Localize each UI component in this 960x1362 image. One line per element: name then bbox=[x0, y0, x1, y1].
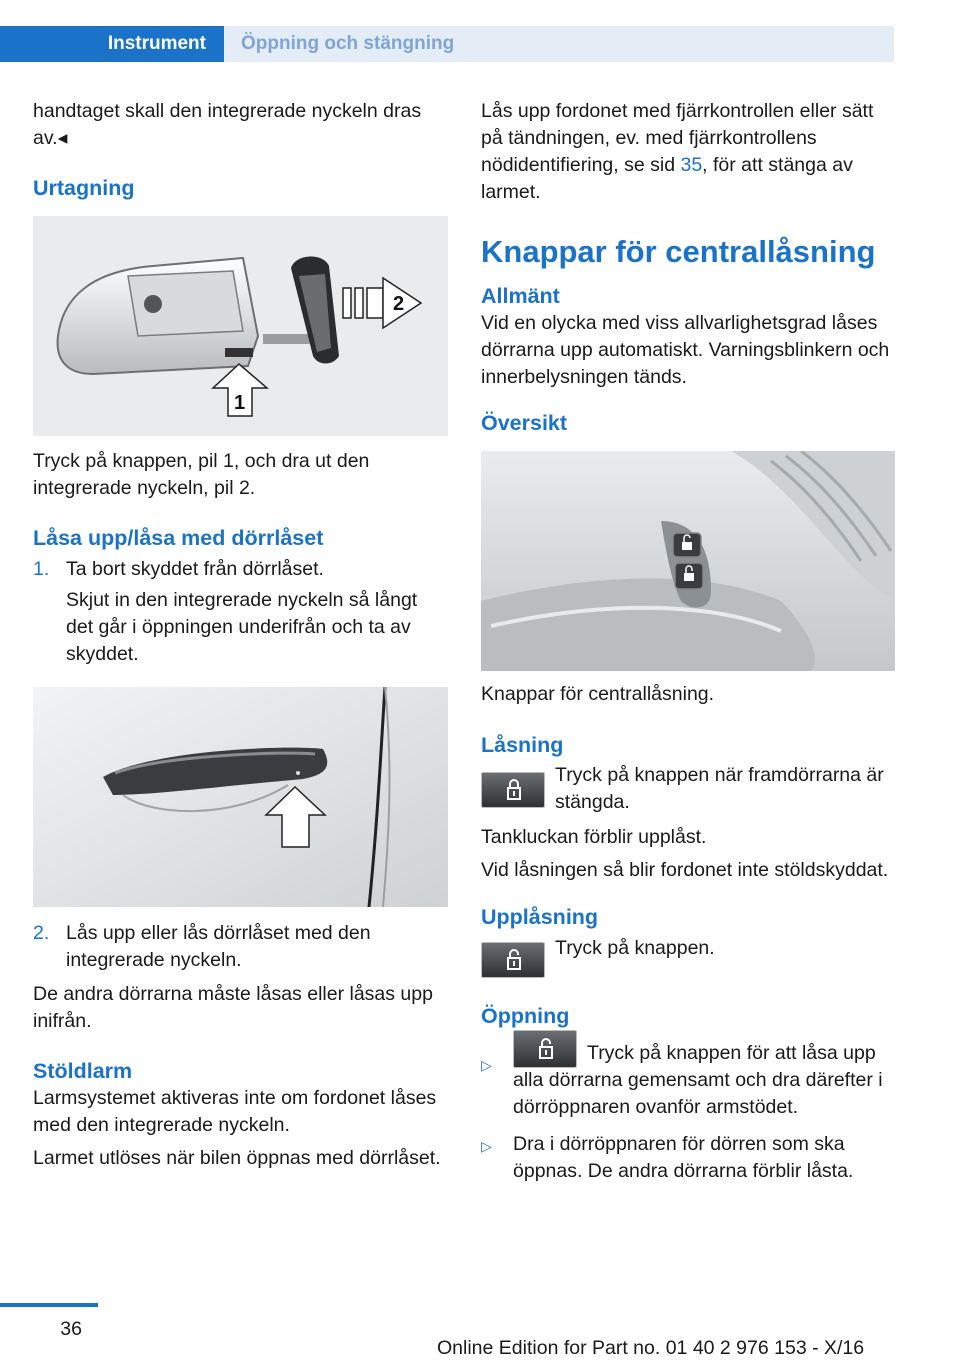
footer-edition: Online Edition for Part no. 01 40 2 976 153 - X/16 bbox=[437, 1337, 865, 1359]
heading-knappar-centrallasning: Knappar för centrallåsning bbox=[481, 234, 876, 269]
unlock-button-illustration bbox=[675, 563, 703, 589]
caption-key-removal: Tryck på knappen, pil 1, och dra ut den integrerade nyckeln, pil 2. bbox=[33, 450, 370, 499]
list-item-oppning-1 bbox=[481, 1040, 895, 1121]
page-link-35[interactable]: 35 bbox=[680, 154, 703, 176]
key-fob-illustration bbox=[33, 216, 448, 436]
caption-central-locking: Knappar för centrallåsning. bbox=[481, 683, 715, 705]
tab-instrument[interactable]: Instrument bbox=[0, 26, 224, 62]
paragraph-tankluckan: Tankluckan förblir upplåst. bbox=[481, 826, 707, 848]
unlock-icon bbox=[513, 1030, 577, 1068]
bullet-2-text: Dra i dörröppnaren för dörren som ska öppnas. De andra dörrarna förblir låsta. bbox=[513, 1133, 854, 1182]
lasning-row bbox=[481, 762, 895, 822]
list-item-oppning-2 bbox=[481, 1131, 895, 1185]
figure-central-locking-buttons bbox=[481, 451, 895, 671]
figure-door-handle bbox=[33, 687, 448, 907]
arrow-1-label: 1 bbox=[234, 392, 246, 414]
paragraph-andra-dorrarna: De andra dörrarna måste låsas eller låsas upp inifrån. bbox=[33, 983, 433, 1032]
bullet-1-text: Tryck på knappen för att låsa upp alla dörrarna gemensamt och dra därefter i dörröppnaren ovanför armstödet. bbox=[513, 1042, 883, 1118]
door-panel-illustration bbox=[481, 451, 895, 671]
text-part: Lås upp fordonet med fjärrkontrollen eller sätt på tändningen, ev. med fjärrkontrollens nödidentifiering, se sid bbox=[481, 100, 874, 176]
step-number: 1. bbox=[33, 558, 50, 580]
figure-key-removal bbox=[33, 216, 448, 436]
bullet-triangle-icon: ▷ bbox=[481, 1057, 492, 1073]
left-column bbox=[33, 98, 448, 1181]
heading-oversikt: Översikt bbox=[481, 411, 568, 435]
tab-oppning-och-stangning[interactable]: Öppning och stängning bbox=[224, 26, 894, 62]
step-2-text: Lås upp eller lås dörrlåset med den integrerade nyckeln. bbox=[66, 922, 371, 971]
lock-button-illustration bbox=[673, 533, 701, 557]
footer-rule bbox=[0, 1303, 98, 1307]
paragraph-lasning: Tryck på knappen när framdörrarna är stängda. bbox=[555, 764, 884, 813]
page-number: 36 bbox=[60, 1318, 82, 1340]
paragraph-allmant: Vid en olycka med viss allvarlighetsgrad låses dörrarna upp automatiskt. Varningsblinkern och innerbelysningen tänds. bbox=[481, 312, 890, 388]
list-item-step-1 bbox=[33, 556, 448, 668]
paragraph-stoldlarm-1: Larmsystemet aktiveras inte om fordonet låses med den integrerade nyckeln. bbox=[33, 1087, 437, 1136]
heading-oppning: Öppning bbox=[481, 1004, 570, 1028]
step-number: 2. bbox=[33, 922, 50, 944]
lock-icon bbox=[481, 772, 545, 808]
heading-lasa-upp: Låsa upp/låsa med dörrlåset bbox=[33, 526, 324, 550]
list-item-step-2 bbox=[33, 920, 448, 974]
upplasning-row bbox=[481, 935, 895, 985]
arrow-1 bbox=[213, 364, 267, 416]
heading-lasning: Låsning bbox=[481, 733, 564, 757]
text-part: , för att stänga av larmet. bbox=[481, 154, 853, 203]
page-header bbox=[0, 0, 960, 62]
heading-urtagning: Urtagning bbox=[33, 176, 135, 200]
paragraph-intro: handtaget skall den integrerade nyckeln dras av.◂ bbox=[33, 100, 422, 149]
arrow-2-label: 2 bbox=[393, 293, 405, 315]
step-1-text: Ta bort skyddet från dörrlåset. bbox=[66, 558, 324, 580]
paragraph-upplasning: Tryck på knappen. bbox=[555, 937, 715, 959]
unlock-icon bbox=[481, 942, 545, 978]
right-column bbox=[481, 98, 895, 1192]
paragraph-vid-lasningen: Vid låsningen så blir fordonet inte stöldskyddat. bbox=[481, 859, 889, 881]
heading-stoldlarm: Stöldlarm bbox=[33, 1059, 133, 1083]
door-handle-illustration bbox=[33, 687, 448, 907]
heading-upplasning: Upplåsning bbox=[481, 905, 599, 929]
arrow-2 bbox=[343, 278, 421, 328]
paragraph-stoldlarm-2: Larmet utlöses när bilen öppnas med dörrlåset. bbox=[33, 1147, 441, 1169]
step-1-detail: Skjut in den integrerade nyckeln så långt det går i öppningen underifrån och ta av skyddet. bbox=[66, 589, 418, 665]
paragraph-larm-av bbox=[481, 98, 895, 206]
bullet-triangle-icon: ▷ bbox=[481, 1138, 492, 1154]
heading-allmant: Allmänt bbox=[481, 284, 560, 308]
